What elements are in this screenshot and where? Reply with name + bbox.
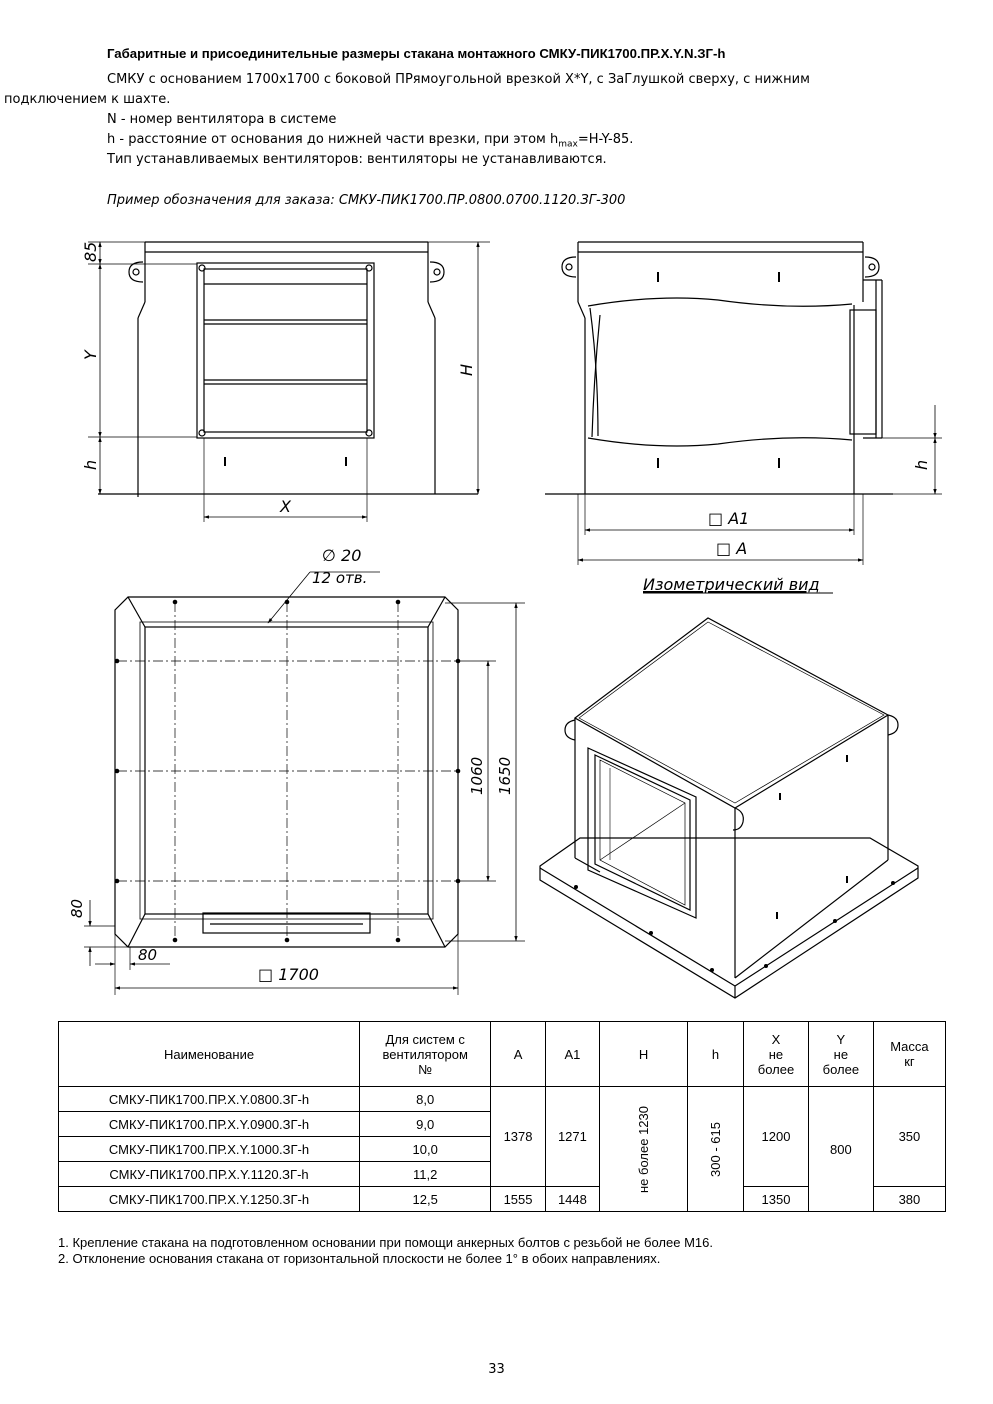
h-subscript: max xyxy=(558,139,578,150)
table-row xyxy=(59,1087,946,1112)
hole-count-label: 12 отв. xyxy=(312,569,368,587)
header-h: h xyxy=(688,1022,744,1087)
header-H: H xyxy=(600,1022,688,1087)
row-fan: 9,0 xyxy=(360,1112,491,1137)
front-view xyxy=(88,242,490,522)
dim-1060-label: 1060 xyxy=(468,756,486,795)
row-fan: 8,0 xyxy=(360,1087,491,1112)
description-line-1: СМКУ с основанием 1700х1700 с боковой ПРямоугольной врезкой X*Y, с ЗаГлушкой сверху, с нижним xyxy=(107,72,810,87)
dim-a1-label: □ A1 xyxy=(708,509,750,528)
header-x: X не более xyxy=(744,1022,809,1087)
row-fan: 11,2 xyxy=(360,1162,491,1187)
plan-view xyxy=(84,572,525,995)
y-value: 800 xyxy=(808,1087,873,1212)
n-definition: N - номер вентилятора в системе xyxy=(107,112,337,127)
row-name: СМКУ-ПИК1700.ПР.Х.Y.1000.ЗГ-h xyxy=(59,1137,360,1162)
dim-H-label: H xyxy=(457,363,476,376)
specification-table xyxy=(58,1021,946,1212)
table-header-row xyxy=(59,1022,946,1087)
group2-x: 1350 xyxy=(744,1187,809,1212)
page-title: Габаритные и присоединительные размеры стакана монтажного СМКУ-ПИК1700.ПР.Х.Y.N.ЗГ-h xyxy=(107,46,726,61)
header-a1: A1 xyxy=(545,1022,599,1087)
dim-80-horizontal-label: 80 xyxy=(138,946,158,964)
isometric-view-label: Изометрический вид xyxy=(643,575,820,594)
dim-a-label: □ A xyxy=(716,539,748,558)
header-mass: Масса кг xyxy=(873,1022,945,1087)
header-a: A xyxy=(491,1022,545,1087)
hole-diameter-label: ∅ 20 xyxy=(322,546,362,565)
dim-x-label: X xyxy=(280,497,291,516)
group2-mass: 380 xyxy=(873,1187,945,1212)
row-name: СМКУ-ПИК1700.ПР.Х.Y.0800.ЗГ-h xyxy=(59,1087,360,1112)
row-name: СМКУ-ПИК1700.ПР.Х.Y.1250.ЗГ-h xyxy=(59,1187,360,1212)
h-value xyxy=(688,1087,744,1212)
group2-a: 1555 xyxy=(491,1187,545,1212)
row-name: СМКУ-ПИК1700.ПР.Х.Y.1120.ЗГ-h xyxy=(59,1162,360,1187)
order-example: Пример обозначения для заказа: СМКУ-ПИК1700.ПР.0800.0700.1120.ЗГ-300 xyxy=(107,193,626,208)
group1-x: 1200 xyxy=(744,1087,809,1187)
H-value xyxy=(600,1087,688,1212)
group1-mass: 350 xyxy=(873,1087,945,1187)
dim-1700-label: □ 1700 xyxy=(258,965,319,984)
dim-1650-label: 1650 xyxy=(496,756,514,795)
group1-a1: 1271 xyxy=(545,1087,599,1187)
H-value-text: не более 1230 xyxy=(636,1105,652,1193)
dim-h-left-label: h xyxy=(81,459,100,470)
h-definition-formula: =H-Y-85. xyxy=(577,132,634,147)
h-definition-text: h - расстояние от основания до нижней части врезки, при этом h xyxy=(107,132,559,147)
header-name: Наименование xyxy=(59,1022,360,1087)
dim-y-label: Y xyxy=(81,350,100,360)
isometric-view xyxy=(540,618,918,998)
page-number: 33 xyxy=(488,1362,505,1377)
row-fan: 10,0 xyxy=(360,1137,491,1162)
row-fan: 12,5 xyxy=(360,1187,491,1212)
notes xyxy=(58,1235,713,1267)
group2-a1: 1448 xyxy=(545,1187,599,1212)
group1-a: 1378 xyxy=(491,1087,545,1187)
description-line-2: подключением к шахте. xyxy=(4,92,171,107)
dim-80-vertical-label: 80 xyxy=(68,898,86,918)
note-1: 1. Крепление стакана на подготовленном основании при помощи анкерных болтов с резьбой не более М16. xyxy=(58,1235,713,1250)
dim-85-label: 85 xyxy=(81,241,100,262)
h-value-text: 300 - 615 xyxy=(708,1121,724,1177)
row-name: СМКУ-ПИК1700.ПР.Х.Y.0900.ЗГ-h xyxy=(59,1112,360,1137)
header-y: Y не более xyxy=(808,1022,873,1087)
fan-type-line: Тип устанавливаемых вентиляторов: вентиляторы не устанавливаются. xyxy=(107,152,607,167)
header-systems: Для систем с вентилятором № xyxy=(360,1022,491,1087)
note-2: 2. Отклонение основания стакана от горизонтальной плоскости не более 1° в обоих направлениях. xyxy=(58,1251,661,1266)
dim-h-right-label: h xyxy=(912,459,931,470)
